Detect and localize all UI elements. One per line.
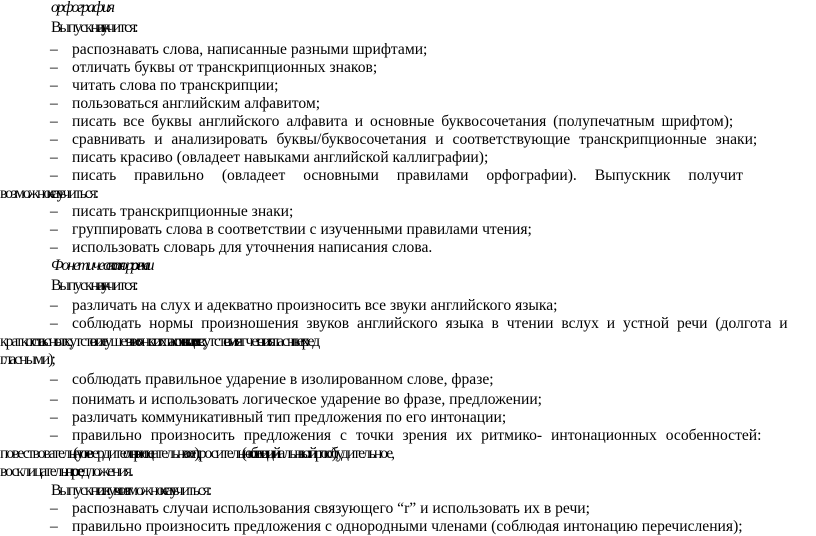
dash-marker: –	[50, 518, 58, 535]
paragraph-continuation: повествовательное (утвердительное и отрицательное), вопросительное (общий и специальный вопрос), побудительное,	[0, 445, 394, 462]
learner-will-learn-heading: Выпускник научится:	[51, 19, 137, 36]
paragraph-continuation: гласными);	[0, 351, 54, 368]
dash-marker: –	[50, 167, 58, 184]
dash-marker: –	[50, 427, 58, 444]
learner-may-learn-heading: Выпускник получит возможность научиться:	[51, 482, 211, 499]
list-item-text: соблюдать правильное ударение в изолированном слове, фразе;	[72, 371, 494, 388]
list-item-text: различать коммуникативный тип предложения по его интонации;	[72, 409, 507, 426]
list-item-text: группировать слова в соответствии с изученными правилами чтения;	[72, 221, 532, 238]
list-item-text: распознавать слова, написанные разными шрифтами;	[72, 41, 428, 58]
dash-marker: –	[50, 59, 58, 76]
dash-marker: –	[50, 391, 58, 408]
list-item-text: писать красиво (овладеет навыками английской каллиграфии);	[72, 149, 489, 166]
section-title-phonetics: Фонетическая сторона речи	[51, 257, 153, 274]
list-item-text: читать слова по транскрипции;	[72, 77, 279, 94]
dash-marker: –	[50, 77, 58, 94]
dash-marker: –	[50, 41, 58, 58]
dash-marker: –	[50, 131, 58, 148]
list-item-text: правильно произносить предложения с однородными членами (соблюдая интонацию перечисления);	[72, 518, 743, 535]
dash-marker: –	[50, 500, 58, 517]
dash-marker: –	[50, 371, 58, 388]
list-item-text: писать все буквы английского алфавита и основные буквосочетания (полупечатным шрифтом);	[72, 113, 734, 130]
list-item-text: писать транскрипционные знаки;	[72, 203, 294, 220]
dash-marker: –	[50, 113, 58, 130]
dash-marker: –	[50, 221, 58, 238]
list-item-text: понимать и использовать логическое ударение во фразе, предложении;	[72, 391, 543, 408]
paragraph-continuation: краткость гласных, отсутствие оглушения звонких согласных в конце слов, отсутствие смягчения согласных перед	[0, 333, 319, 350]
list-item-text: сравнивать и анализировать буквы/буквосочетания и соответствующие транскрипционные знаки;	[72, 131, 758, 148]
list-item-text: правильно произносить предложения с точки зрения их ритмико- интонационных особенностей:	[72, 427, 762, 444]
list-item-text: использовать словарь для уточнения написания слова.	[72, 239, 433, 256]
list-item-text: отличать буквы от транскрипционных знаков;	[72, 59, 378, 76]
section-title-orthography: орфография	[51, 0, 114, 16]
dash-marker: –	[50, 409, 58, 426]
paragraph-continuation: восклицательное предложения.	[0, 463, 132, 480]
list-item-text: различать на слух и адекватно произносить все звуки английского языка;	[72, 297, 558, 314]
paragraph-continuation: возможность научиться:	[0, 185, 98, 202]
list-item-text: пользоваться английским алфавитом;	[72, 95, 321, 112]
dash-marker: –	[50, 203, 58, 220]
dash-marker: –	[50, 297, 58, 314]
list-item-text: соблюдать нормы произношения звуков английского языка в чтении вслух и устной речи (долгота и	[72, 315, 788, 332]
dash-marker: –	[50, 149, 58, 166]
dash-marker: –	[50, 95, 58, 112]
list-item-text: писать правильно (овладеет основными правилами орфографии). Выпускник получит	[72, 167, 743, 184]
dash-marker: –	[50, 315, 58, 332]
learner-will-learn-heading: Выпускник научится:	[51, 277, 137, 294]
dash-marker: –	[50, 239, 58, 256]
list-item-text: распознавать случаи использования связующего “r” и использовать их в речи;	[72, 500, 590, 517]
